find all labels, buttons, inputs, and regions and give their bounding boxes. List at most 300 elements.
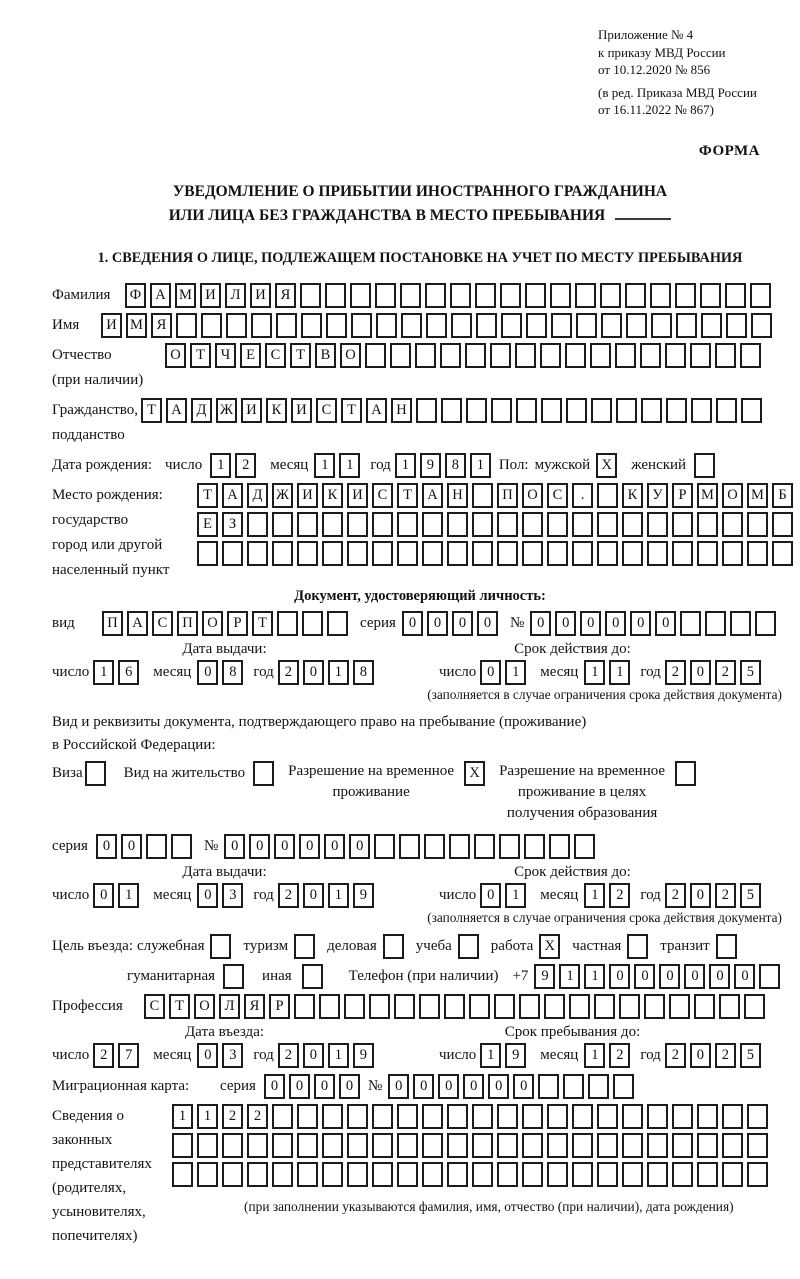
char-box[interactable] <box>399 834 420 859</box>
char-box[interactable]: 0 <box>299 834 320 859</box>
char-box[interactable] <box>297 512 318 537</box>
char-box[interactable] <box>272 1104 293 1129</box>
char-box[interactable] <box>651 313 672 338</box>
char-box[interactable]: Б <box>772 483 793 508</box>
char-box[interactable]: 0 <box>659 964 680 989</box>
char-box[interactable]: 5 <box>740 660 761 685</box>
char-box[interactable] <box>390 343 411 368</box>
char-box[interactable]: 0 <box>452 611 473 636</box>
char-box[interactable]: 0 <box>690 883 711 908</box>
char-box[interactable]: З <box>222 512 243 537</box>
char-box[interactable] <box>449 834 470 859</box>
char-box[interactable]: Т <box>341 398 362 423</box>
char-box[interactable]: 2 <box>222 1104 243 1129</box>
char-box[interactable] <box>622 1104 643 1129</box>
char-box[interactable]: 0 <box>303 660 324 685</box>
char-box[interactable] <box>719 994 740 1019</box>
char-box[interactable]: О <box>194 994 215 1019</box>
char-box[interactable]: 1 <box>584 1043 605 1068</box>
char-box[interactable]: X <box>596 453 617 478</box>
char-box[interactable]: А <box>166 398 187 423</box>
char-box[interactable]: П <box>497 483 518 508</box>
char-box[interactable]: Р <box>269 994 290 1019</box>
char-box[interactable]: 0 <box>690 1043 711 1068</box>
char-box[interactable] <box>672 1104 693 1129</box>
char-box[interactable] <box>474 834 495 859</box>
char-box[interactable] <box>750 283 771 308</box>
char-box[interactable]: 1 <box>328 883 349 908</box>
char-box[interactable]: 1 <box>470 453 491 478</box>
char-box[interactable] <box>500 283 521 308</box>
char-box[interactable]: 0 <box>93 883 114 908</box>
char-box[interactable] <box>540 343 561 368</box>
char-box[interactable] <box>171 834 192 859</box>
char-box[interactable] <box>451 313 472 338</box>
char-box[interactable]: И <box>347 483 368 508</box>
char-box[interactable] <box>672 1133 693 1158</box>
char-box[interactable] <box>447 1162 468 1187</box>
char-box[interactable]: 1 <box>172 1104 193 1129</box>
char-box[interactable]: Я <box>275 283 296 308</box>
char-box[interactable] <box>372 1162 393 1187</box>
char-box[interactable] <box>676 313 697 338</box>
char-box[interactable]: 2 <box>247 1104 268 1129</box>
char-box[interactable]: Д <box>247 483 268 508</box>
char-box[interactable]: 2 <box>609 1043 630 1068</box>
char-box[interactable] <box>322 541 343 566</box>
char-box[interactable] <box>747 512 768 537</box>
char-box[interactable]: 6 <box>118 660 139 685</box>
char-box[interactable]: 0 <box>121 834 142 859</box>
char-box[interactable] <box>247 512 268 537</box>
char-box[interactable]: 0 <box>339 1074 360 1099</box>
char-box[interactable]: Е <box>197 512 218 537</box>
char-box[interactable]: 0 <box>249 834 270 859</box>
char-box[interactable] <box>680 611 701 636</box>
char-box[interactable] <box>322 1104 343 1129</box>
char-box[interactable] <box>201 313 222 338</box>
char-box[interactable]: 0 <box>289 1074 310 1099</box>
char-box[interactable] <box>675 283 696 308</box>
char-box[interactable] <box>322 1162 343 1187</box>
char-box[interactable] <box>675 761 696 786</box>
char-box[interactable] <box>347 512 368 537</box>
char-box[interactable] <box>740 343 761 368</box>
char-box[interactable] <box>730 611 751 636</box>
char-box[interactable] <box>472 483 493 508</box>
char-box[interactable] <box>247 1133 268 1158</box>
char-box[interactable] <box>572 541 593 566</box>
char-box[interactable]: С <box>547 483 568 508</box>
char-box[interactable]: 8 <box>445 453 466 478</box>
char-box[interactable] <box>223 964 244 989</box>
char-box[interactable]: 1 <box>339 453 360 478</box>
char-box[interactable]: 1 <box>584 883 605 908</box>
char-box[interactable]: 2 <box>93 1043 114 1068</box>
char-box[interactable] <box>705 611 726 636</box>
char-box[interactable] <box>694 994 715 1019</box>
char-box[interactable] <box>751 313 772 338</box>
char-box[interactable] <box>597 1133 618 1158</box>
char-box[interactable]: 9 <box>353 883 374 908</box>
char-box[interactable] <box>197 541 218 566</box>
char-box[interactable]: Т <box>197 483 218 508</box>
char-box[interactable] <box>588 1074 609 1099</box>
char-box[interactable] <box>640 343 661 368</box>
char-box[interactable] <box>472 541 493 566</box>
char-box[interactable] <box>747 1104 768 1129</box>
char-box[interactable] <box>472 1104 493 1129</box>
char-box[interactable] <box>597 483 618 508</box>
char-box[interactable] <box>516 398 537 423</box>
char-box[interactable]: 0 <box>402 611 423 636</box>
char-box[interactable]: К <box>622 483 643 508</box>
char-box[interactable] <box>547 512 568 537</box>
char-box[interactable]: 0 <box>480 883 501 908</box>
char-box[interactable] <box>447 1104 468 1129</box>
char-box[interactable]: И <box>200 283 221 308</box>
char-box[interactable] <box>747 541 768 566</box>
char-box[interactable]: 1 <box>118 883 139 908</box>
char-box[interactable] <box>701 313 722 338</box>
char-box[interactable] <box>376 313 397 338</box>
char-box[interactable]: А <box>222 483 243 508</box>
char-box[interactable] <box>276 313 297 338</box>
char-box[interactable] <box>322 512 343 537</box>
char-box[interactable] <box>547 1162 568 1187</box>
char-box[interactable] <box>644 994 665 1019</box>
char-box[interactable]: 1 <box>210 453 231 478</box>
char-box[interactable] <box>247 1162 268 1187</box>
char-box[interactable] <box>722 1162 743 1187</box>
char-box[interactable]: 1 <box>328 1043 349 1068</box>
char-box[interactable]: 0 <box>580 611 601 636</box>
char-box[interactable]: 5 <box>740 1043 761 1068</box>
char-box[interactable]: М <box>697 483 718 508</box>
char-box[interactable] <box>172 1162 193 1187</box>
char-box[interactable] <box>597 541 618 566</box>
char-box[interactable]: К <box>266 398 287 423</box>
char-box[interactable]: Ж <box>216 398 237 423</box>
char-box[interactable]: 1 <box>93 660 114 685</box>
char-box[interactable] <box>441 398 462 423</box>
char-box[interactable]: 1 <box>505 883 526 908</box>
char-box[interactable]: Ж <box>272 483 293 508</box>
char-box[interactable]: Т <box>290 343 311 368</box>
char-box[interactable] <box>497 1104 518 1129</box>
char-box[interactable] <box>85 761 106 786</box>
char-box[interactable]: О <box>202 611 223 636</box>
char-box[interactable] <box>325 283 346 308</box>
char-box[interactable] <box>550 283 571 308</box>
char-box[interactable] <box>755 611 776 636</box>
char-box[interactable]: 8 <box>222 660 243 685</box>
char-box[interactable] <box>222 541 243 566</box>
char-box[interactable] <box>372 541 393 566</box>
char-box[interactable]: 1 <box>505 660 526 685</box>
char-box[interactable] <box>547 1104 568 1129</box>
char-box[interactable] <box>466 398 487 423</box>
char-box[interactable] <box>347 1104 368 1129</box>
char-box[interactable] <box>522 541 543 566</box>
char-box[interactable]: А <box>366 398 387 423</box>
char-box[interactable] <box>519 994 540 1019</box>
char-box[interactable] <box>322 1133 343 1158</box>
char-box[interactable] <box>422 512 443 537</box>
char-box[interactable] <box>619 994 640 1019</box>
char-box[interactable]: Р <box>227 611 248 636</box>
char-box[interactable] <box>374 834 395 859</box>
char-box[interactable] <box>472 512 493 537</box>
char-box[interactable] <box>563 1074 584 1099</box>
char-box[interactable]: 9 <box>353 1043 374 1068</box>
char-box[interactable] <box>597 1162 618 1187</box>
char-box[interactable] <box>197 1133 218 1158</box>
char-box[interactable]: 0 <box>605 611 626 636</box>
char-box[interactable]: И <box>101 313 122 338</box>
char-box[interactable] <box>549 834 570 859</box>
char-box[interactable]: 0 <box>274 834 295 859</box>
char-box[interactable] <box>650 283 671 308</box>
char-box[interactable] <box>365 343 386 368</box>
char-box[interactable] <box>616 398 637 423</box>
char-box[interactable] <box>347 1162 368 1187</box>
char-box[interactable]: Т <box>252 611 273 636</box>
char-box[interactable] <box>597 512 618 537</box>
char-box[interactable]: 9 <box>505 1043 526 1068</box>
char-box[interactable]: 1 <box>328 660 349 685</box>
char-box[interactable] <box>697 512 718 537</box>
char-box[interactable] <box>424 834 445 859</box>
char-box[interactable]: 0 <box>303 1043 324 1068</box>
char-box[interactable]: 0 <box>463 1074 484 1099</box>
char-box[interactable] <box>444 994 465 1019</box>
char-box[interactable] <box>522 1133 543 1158</box>
char-box[interactable] <box>400 283 421 308</box>
char-box[interactable]: 0 <box>477 611 498 636</box>
char-box[interactable] <box>272 1162 293 1187</box>
char-box[interactable] <box>301 313 322 338</box>
char-box[interactable]: 0 <box>634 964 655 989</box>
char-box[interactable] <box>397 512 418 537</box>
char-box[interactable] <box>490 343 511 368</box>
char-box[interactable] <box>253 761 274 786</box>
char-box[interactable] <box>547 1133 568 1158</box>
char-box[interactable] <box>741 398 762 423</box>
char-box[interactable] <box>627 934 648 959</box>
char-box[interactable] <box>397 1162 418 1187</box>
char-box[interactable]: 1 <box>559 964 580 989</box>
char-box[interactable] <box>272 1133 293 1158</box>
char-box[interactable] <box>422 1162 443 1187</box>
char-box[interactable]: . <box>572 483 593 508</box>
char-box[interactable] <box>547 541 568 566</box>
char-box[interactable] <box>622 1133 643 1158</box>
char-box[interactable] <box>541 398 562 423</box>
char-box[interactable] <box>622 541 643 566</box>
char-box[interactable]: 1 <box>480 1043 501 1068</box>
char-box[interactable] <box>690 343 711 368</box>
char-box[interactable] <box>176 313 197 338</box>
char-box[interactable] <box>572 1133 593 1158</box>
char-box[interactable] <box>394 994 415 1019</box>
char-box[interactable] <box>501 313 522 338</box>
char-box[interactable] <box>722 512 743 537</box>
char-box[interactable]: 2 <box>235 453 256 478</box>
char-box[interactable]: 0 <box>197 660 218 685</box>
char-box[interactable]: 0 <box>197 883 218 908</box>
char-box[interactable] <box>647 1104 668 1129</box>
char-box[interactable] <box>590 343 611 368</box>
char-box[interactable] <box>672 541 693 566</box>
char-box[interactable] <box>715 343 736 368</box>
char-box[interactable] <box>494 994 515 1019</box>
char-box[interactable] <box>302 964 323 989</box>
char-box[interactable] <box>450 283 471 308</box>
char-box[interactable] <box>522 1104 543 1129</box>
char-box[interactable] <box>344 994 365 1019</box>
char-box[interactable]: 0 <box>630 611 651 636</box>
char-box[interactable] <box>327 611 348 636</box>
char-box[interactable]: 2 <box>715 883 736 908</box>
char-box[interactable] <box>465 343 486 368</box>
char-box[interactable] <box>594 994 615 1019</box>
char-box[interactable] <box>615 343 636 368</box>
char-box[interactable]: 1 <box>314 453 335 478</box>
char-box[interactable] <box>697 1133 718 1158</box>
char-box[interactable]: О <box>340 343 361 368</box>
char-box[interactable]: Я <box>244 994 265 1019</box>
char-box[interactable] <box>716 398 737 423</box>
char-box[interactable] <box>522 512 543 537</box>
char-box[interactable] <box>440 343 461 368</box>
char-box[interactable]: С <box>265 343 286 368</box>
char-box[interactable] <box>697 1162 718 1187</box>
char-box[interactable] <box>572 1162 593 1187</box>
char-box[interactable]: 0 <box>709 964 730 989</box>
char-box[interactable] <box>226 313 247 338</box>
char-box[interactable]: И <box>291 398 312 423</box>
char-box[interactable] <box>601 313 622 338</box>
char-box[interactable] <box>222 1162 243 1187</box>
char-box[interactable]: 1 <box>609 660 630 685</box>
char-box[interactable]: 0 <box>197 1043 218 1068</box>
char-box[interactable]: 0 <box>314 1074 335 1099</box>
char-box[interactable] <box>397 1133 418 1158</box>
char-box[interactable] <box>397 541 418 566</box>
char-box[interactable]: 0 <box>513 1074 534 1099</box>
char-box[interactable]: Т <box>190 343 211 368</box>
char-box[interactable] <box>759 964 780 989</box>
char-box[interactable] <box>372 512 393 537</box>
char-box[interactable]: 2 <box>715 660 736 685</box>
char-box[interactable]: Т <box>397 483 418 508</box>
char-box[interactable] <box>525 283 546 308</box>
char-box[interactable]: С <box>144 994 165 1019</box>
char-box[interactable]: 2 <box>665 660 686 685</box>
char-box[interactable] <box>772 541 793 566</box>
char-box[interactable]: 0 <box>734 964 755 989</box>
char-box[interactable] <box>416 398 437 423</box>
char-box[interactable] <box>300 283 321 308</box>
char-box[interactable] <box>722 1133 743 1158</box>
char-box[interactable] <box>326 313 347 338</box>
char-box[interactable] <box>472 1133 493 1158</box>
char-box[interactable] <box>277 611 298 636</box>
char-box[interactable] <box>422 1133 443 1158</box>
char-box[interactable] <box>475 283 496 308</box>
char-box[interactable] <box>294 994 315 1019</box>
char-box[interactable] <box>272 541 293 566</box>
char-box[interactable] <box>666 398 687 423</box>
char-box[interactable] <box>499 834 520 859</box>
char-box[interactable] <box>665 343 686 368</box>
char-box[interactable] <box>747 1133 768 1158</box>
char-box[interactable]: 5 <box>740 883 761 908</box>
char-box[interactable] <box>697 1104 718 1129</box>
char-box[interactable] <box>350 283 371 308</box>
char-box[interactable]: X <box>464 761 485 786</box>
char-box[interactable] <box>272 512 293 537</box>
char-box[interactable]: 0 <box>480 660 501 685</box>
char-box[interactable] <box>613 1074 634 1099</box>
char-box[interactable] <box>526 313 547 338</box>
char-box[interactable] <box>197 1162 218 1187</box>
char-box[interactable] <box>472 1162 493 1187</box>
char-box[interactable] <box>691 398 712 423</box>
char-box[interactable] <box>297 541 318 566</box>
char-box[interactable] <box>647 541 668 566</box>
char-box[interactable] <box>647 1133 668 1158</box>
char-box[interactable]: А <box>127 611 148 636</box>
char-box[interactable] <box>458 934 479 959</box>
char-box[interactable] <box>297 1133 318 1158</box>
char-box[interactable]: А <box>150 283 171 308</box>
char-box[interactable] <box>347 1133 368 1158</box>
char-box[interactable] <box>716 934 737 959</box>
char-box[interactable] <box>476 313 497 338</box>
char-box[interactable] <box>210 934 231 959</box>
char-box[interactable] <box>419 994 440 1019</box>
char-box[interactable] <box>351 313 372 338</box>
char-box[interactable] <box>566 398 587 423</box>
char-box[interactable]: Е <box>240 343 261 368</box>
char-box[interactable]: 0 <box>609 964 630 989</box>
char-box[interactable] <box>622 512 643 537</box>
char-box[interactable] <box>397 1104 418 1129</box>
char-box[interactable] <box>576 313 597 338</box>
char-box[interactable] <box>247 541 268 566</box>
char-box[interactable]: 0 <box>303 883 324 908</box>
char-box[interactable]: К <box>322 483 343 508</box>
char-box[interactable]: Д <box>191 398 212 423</box>
char-box[interactable]: Л <box>225 283 246 308</box>
char-box[interactable]: Н <box>391 398 412 423</box>
char-box[interactable] <box>415 343 436 368</box>
char-box[interactable]: 0 <box>224 834 245 859</box>
char-box[interactable] <box>744 994 765 1019</box>
char-box[interactable]: 2 <box>609 883 630 908</box>
char-box[interactable]: X <box>539 934 560 959</box>
char-box[interactable]: Т <box>169 994 190 1019</box>
char-box[interactable] <box>251 313 272 338</box>
char-box[interactable] <box>697 541 718 566</box>
char-box[interactable] <box>572 1104 593 1129</box>
char-box[interactable] <box>425 283 446 308</box>
char-box[interactable]: 2 <box>278 1043 299 1068</box>
char-box[interactable] <box>347 541 368 566</box>
char-box[interactable]: 2 <box>665 1043 686 1068</box>
